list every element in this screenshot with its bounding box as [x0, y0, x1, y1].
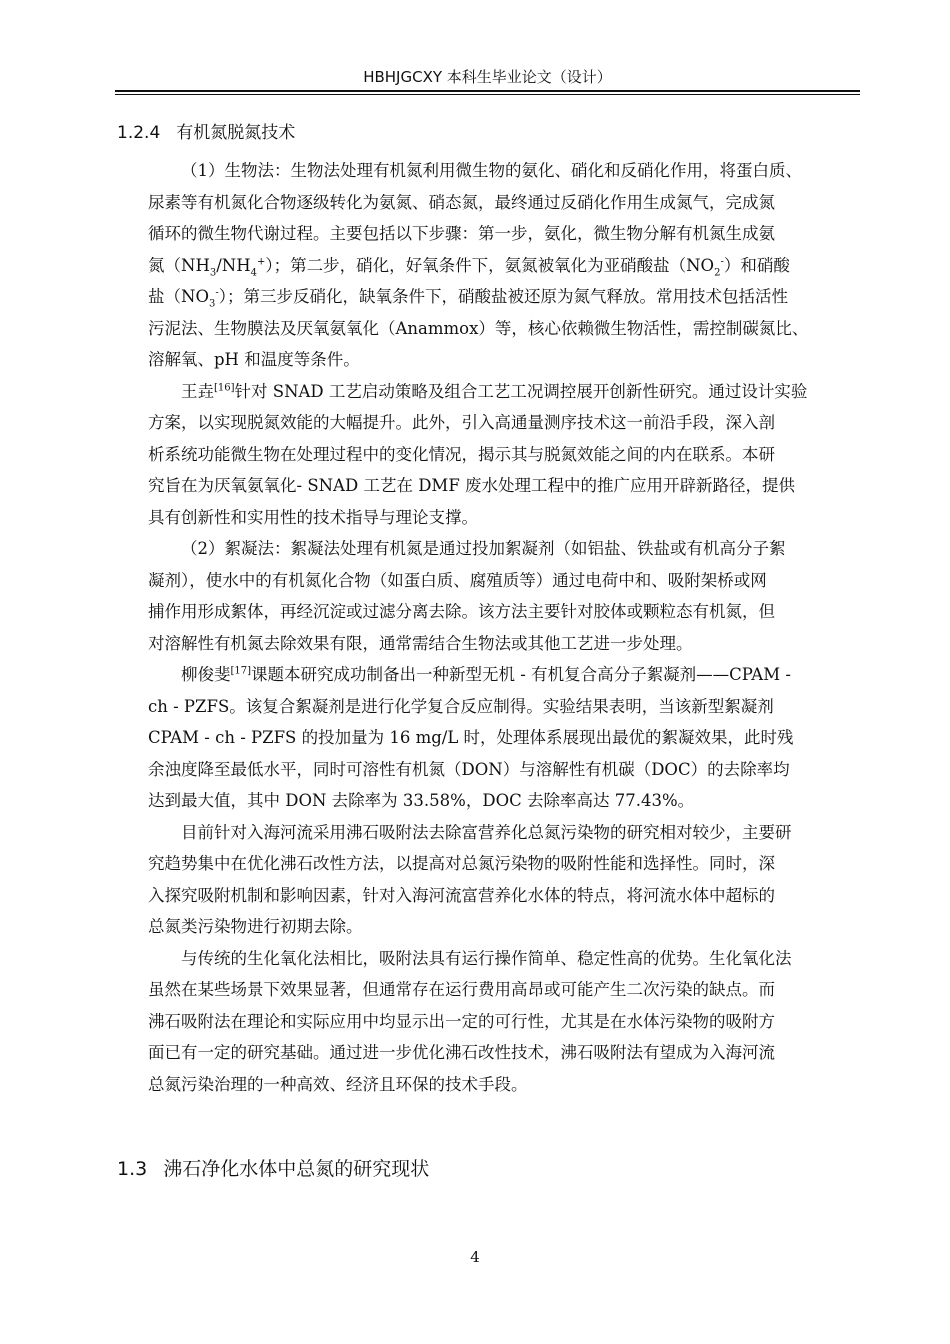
text-fragment: /NH [216, 255, 251, 275]
text-line [148, 376, 860, 408]
text-line: 究旨在为厌氧氨氧化- SNAD 工艺在 DMF 废水处理工程中的推广应用开辟新路径，提供 [148, 476, 796, 495]
superscript: - [720, 256, 724, 267]
text-line: 余浊度降至最低水平，同时可溶性有机氮（DON）与溶解性有机碳（DOC）的去除率均 [148, 759, 790, 779]
citation-ref: [17] [230, 665, 252, 677]
section-title: 沸石净化水体中总氮的研究现状 [163, 1158, 430, 1180]
section-heading-1-3 [117, 1154, 429, 1181]
text-line: 沸石吸附法在理论和实际应用中均显示出一定的可行性，尤其是在水体污染物的吸附方 [148, 1011, 775, 1031]
section-title: 有机氮脱氮技术 [176, 123, 296, 143]
subscript: 3 [209, 266, 217, 278]
text-line: 析系统功能微生物在处理过程中的变化情况，揭示其与脱氮效能之间的内在联系。本研 [148, 444, 775, 464]
body-text [115, 155, 860, 1100]
text-line: 捕作用形成絮体，再经沉淀或过滤分离去除。该方法主要针对胶体或颗粒态有机氮，但 [148, 602, 775, 621]
text-line: 循环的微生物代谢过程。主要包括以下步骤：第一步，氨化，微生物分解有机氮生成氨 [148, 224, 775, 243]
text-fragment: 针对 SNAD 工艺启动策略及组合工艺工况调控展开创新性研究。通过设计实验 [234, 381, 808, 401]
text-line [115, 281, 860, 313]
text-line: 污泥法、生物膜法及厌氧氨氧化（Anammox）等，核心依赖微生物活性，需控制碳氮比、 [148, 318, 809, 338]
section-heading-1-2-4 [117, 118, 295, 143]
text-line: 虽然在某些场景下效果显著，但通常存在运行费用高昂或可能产生二次污染的缺点。而 [148, 980, 775, 999]
text-line: 凝剂），使水中的有机氮化合物（如蛋白质、腐殖质等）通过电荷中和、吸附架桥或网 [148, 570, 767, 590]
text-line: 达到最大值，其中 DON 去除率为 33.58%，DOC 去除率高达 77.43%。 [148, 791, 695, 810]
paragraph-zeolite-research-trend [115, 817, 860, 943]
paragraph-flocculation-method [115, 533, 860, 659]
text-line: 尿素等有机氮化合物逐级转化为氨氮、硝态氮，最终通过反硝化作用生成氮气，完成氮 [148, 192, 775, 212]
header-rule [115, 90, 860, 92]
text-fragment: ）；第二步，硝化，好氧条件下，氨氮被氧化为亚硝酸盐（NO [265, 255, 715, 275]
text-line: CPAM - ch - PZFS 的投加量为 16 mg/L 时，处理体系展现出最优的絮凝效果，此时残 [148, 728, 794, 747]
subscript: 2 [714, 266, 721, 278]
subscript: 3 [208, 298, 216, 310]
text-line: 与传统的生化氧化法相比，吸附法具有运行操作简单、稳定性高的优势。生化氧化法 [181, 948, 792, 968]
text-line: 具有创新性和实用性的技术指导与理论支撑。 [148, 507, 478, 527]
text-line [148, 659, 860, 691]
superscript: + [256, 256, 266, 267]
text-line [115, 250, 860, 282]
text-fragment: 盐（NO [148, 287, 209, 306]
subscript: 4 [250, 266, 257, 278]
text-fragment: ）；第三步反硝化，缺氧条件下，硝酸盐被还原为氮气释放。常用技术包括活性 [218, 287, 788, 306]
text-line: 对溶解性有机氮去除效果有限，通常需结合生物法或其他工艺进一步处理。 [148, 633, 693, 653]
text-line: 总氮类污染物进行初期去除。 [148, 917, 363, 936]
section-number: 1.2.4 [117, 123, 161, 143]
page-number: 4 [470, 1248, 480, 1266]
author-name: 王垚 [181, 381, 214, 401]
text-line: 方案，以实现脱氮效能的大幅提升。此外，引入高通量测序技术这一前沿手段，深入剖 [148, 413, 775, 432]
author-name: 柳俊斐 [181, 665, 231, 684]
text-line: 目前针对入海河流采用沸石吸附法去除富营养化总氮污染物的研究相对较少，主要研 [181, 822, 792, 842]
text-line: （1）生物法：生物法处理有机氮利用微生物的氨化、硝化和反硝化作用，将蛋白质、 [181, 161, 802, 180]
text-line: 总氮污染治理的一种高效、经济且环保的技术手段。 [148, 1074, 528, 1094]
page-header: HBHJGCXY 本科生毕业论文（设计） [363, 68, 612, 86]
text-fragment: 课题本研究成功制备出一种新型无机 - 有机复合高分子絮凝剂——CPAM - [251, 665, 791, 684]
paragraph-liu-junfei-study [115, 659, 860, 817]
text-fragment: ）和硝酸 [723, 255, 790, 275]
text-line: 溶解氧、pH 和温度等条件。 [148, 350, 360, 369]
header-rule-thin [115, 94, 860, 95]
paragraph-adsorption-advantages [115, 943, 860, 1101]
citation-ref: [16] [214, 382, 235, 393]
text-line: 面已有一定的研究基础。通过进一步优化沸石改性技术，沸石吸附法有望成为入海河流 [148, 1043, 775, 1062]
paragraph-biological-method [115, 155, 860, 376]
section-number: 1.3 [117, 1158, 148, 1180]
text-line: 入探究吸附机制和影响因素，针对入海河流富营养化水体的特点，将河流水体中超标的 [148, 885, 775, 905]
paragraph-wang-yao-study [115, 376, 860, 534]
text-line: （2）絮凝法：絮凝法处理有机氮是通过投加絮凝剂（如铝盐、铁盐或有机高分子絮 [181, 539, 786, 558]
superscript: - [215, 287, 219, 299]
text-line: ch - PZFS。该复合絮凝剂是进行化学复合反应制得。实验结果表明，当该新型絮凝剂 [148, 696, 774, 716]
text-fragment: 氮（NH [148, 255, 210, 275]
text-line: 究趋势集中在优化沸石改性方法，以提高对总氮污染物的吸附性能和选择性。同时，深 [148, 854, 775, 873]
